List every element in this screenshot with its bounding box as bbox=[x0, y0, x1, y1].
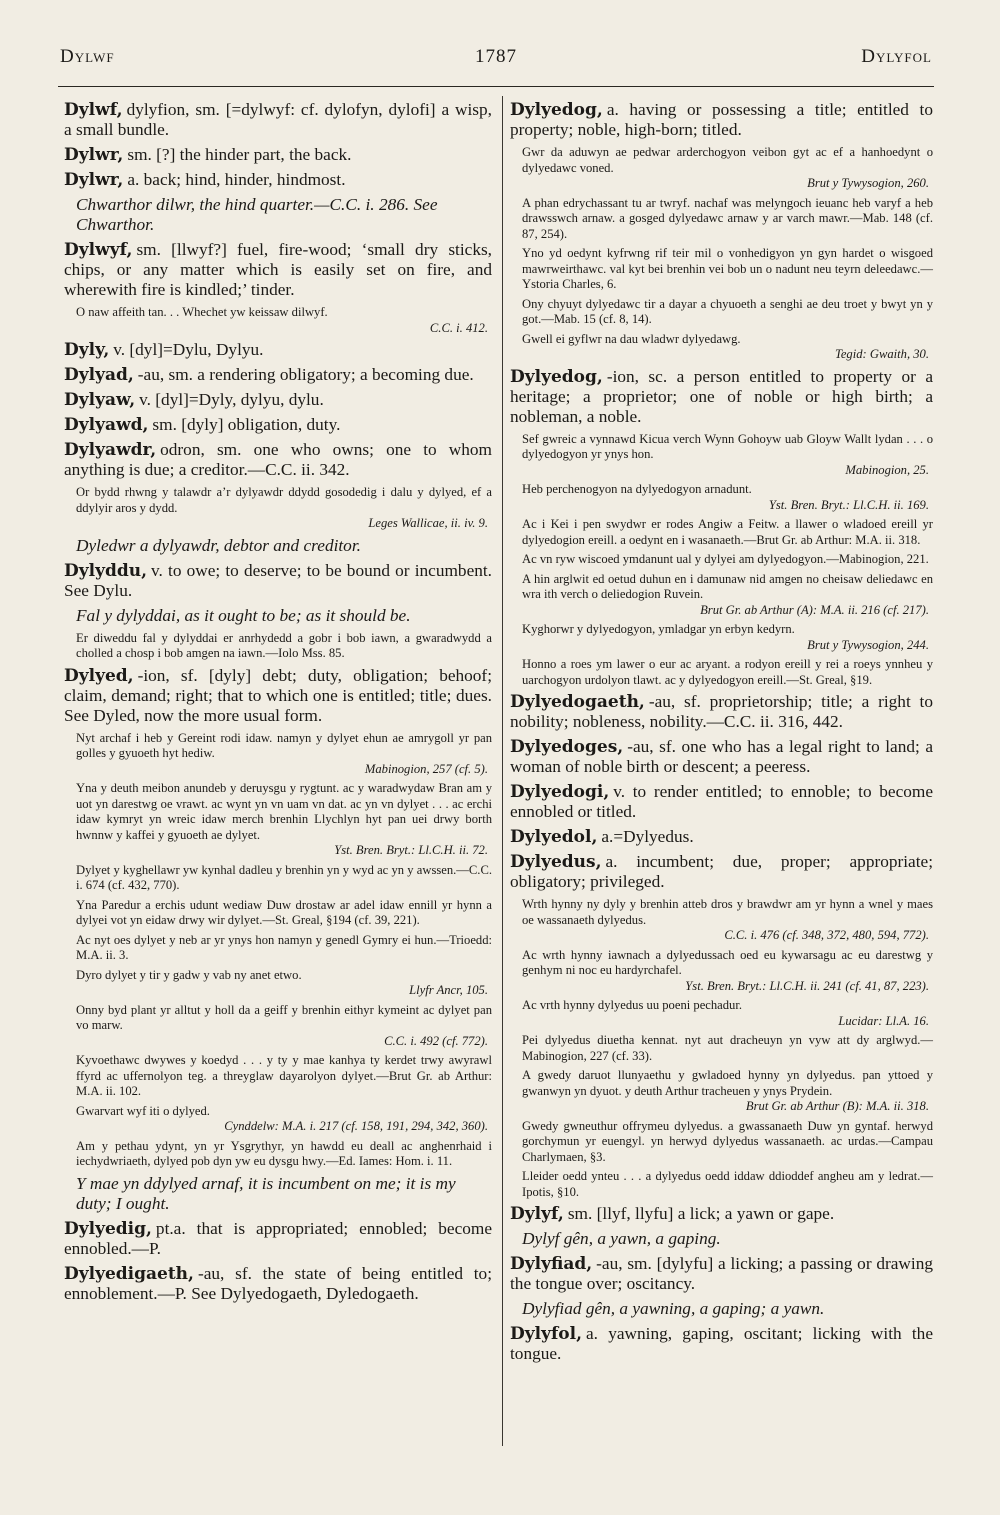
quote-text: Kyvoethawc dwywes y koedyd . . . y ty y mae kanhya ty kerdet trwy awyrawl ffyrd ac uffernolyon teg. a threyglaw dayarolyon dylyet.—Brut Gr. ab Arthur: M.A. ii. 102. bbox=[76, 1053, 492, 1098]
dictionary-entry bbox=[64, 170, 492, 190]
quote-text: A phan edrychassant tu ar twryf. nachaf was melyngoch ieuanc heb varyf a heb drawsswch arnaw. a gosged dylyedawc arnaw y ar varch mawr.—Mab. 148 (cf. 87, 254). bbox=[522, 195, 933, 241]
dictionary-entry bbox=[64, 440, 492, 480]
left-column bbox=[64, 100, 492, 1309]
definition: a. having or possessing a title; entitled to property; noble, high-born; titled. bbox=[510, 100, 933, 139]
quote-text: Lleider oedd ynteu . . . a dylyedus oedd iddaw ddioddef angheu am y ledrat.—Ipotis, §10. bbox=[522, 1169, 933, 1199]
headword: Dylyedog, bbox=[510, 100, 603, 120]
definition: a. incumbent; due, proper; appropriate; obligatory; privileged. bbox=[510, 852, 933, 891]
right-column bbox=[510, 100, 933, 1369]
quote-text: Or bydd rhwng y talawdr a’r dylyawdr ddydd gosodedig i dalu y dylyed, ef a ddylyir aros y dydd. bbox=[76, 485, 492, 515]
citation-quote bbox=[510, 1068, 933, 1115]
dictionary-entry bbox=[64, 415, 492, 435]
dictionary-entry bbox=[64, 340, 492, 360]
headword: Dylyedol, bbox=[510, 827, 598, 847]
headword: Dylyedigaeth, bbox=[64, 1263, 194, 1284]
dictionary-entry bbox=[510, 1324, 933, 1364]
citation-quote bbox=[510, 622, 933, 653]
dictionary-entry bbox=[510, 1204, 933, 1224]
definition: -ion, sf. [dyly] debt; duty, obligation; behoof; claim, demand; right; that to which one is entitled; title; dues. See Dyled, now the more usual form. bbox=[64, 665, 492, 725]
citation-quote bbox=[510, 246, 933, 293]
headword: Dylyddu, bbox=[64, 560, 148, 581]
header-right-guideword: Dylyfol bbox=[861, 46, 932, 67]
quote-source: Brut Gr. ab Arthur (B): M.A. ii. 318. bbox=[745, 1099, 929, 1113]
quote-source: Cynddelw: M.A. i. 217 (cf. 158, 191, 294, 342, 360). bbox=[224, 1119, 488, 1133]
headword: Dylyed, bbox=[64, 665, 134, 686]
phrase-line: Dylyfiad gên, a yawning, a gaping; a yawn. bbox=[522, 1299, 825, 1318]
quote-source: Brut Gr. ab Arthur (A): M.A. ii. 216 (cf. 217). bbox=[700, 602, 929, 617]
definition: pt.a. that is appropriated; ennobled; become ennobled.—P. bbox=[64, 1218, 492, 1258]
headword: Dylwf, bbox=[64, 100, 123, 120]
quote-text: Dylyet y kyghellawr yw kynhal dadleu y brenhin yn y wyd ac yn y awssen.—C.C. i. 674 (cf. 432, 770). bbox=[76, 862, 492, 892]
definition: -au, sm. [dylyfu] a licking; a passing or drawing the tongue over; oscitancy. bbox=[510, 1254, 933, 1293]
headword: Dylyedog, bbox=[510, 366, 603, 387]
quote-source: Brut y Tywysogion, 244. bbox=[807, 637, 929, 652]
citation-quote bbox=[510, 432, 933, 479]
quote-text: Am y pethau ydynt, yn yr Ysgrythyr, yn hawdd eu deall ac anghenrhaid i iechydwriaeth, dylyed pob dyn yw eu dysgu hwy.—Ed. Iames: Hom. i. 11. bbox=[76, 1138, 492, 1168]
quote-source: Yst. Bren. Bryt.: Ll.C.H. ii. 169. bbox=[768, 497, 929, 512]
headword: Dylyawdr, bbox=[64, 440, 157, 460]
definition: -au, sf. the state of being entitled to; ennoblement.—P. See Dylyedogaeth, Dyledogaeth. bbox=[64, 1263, 492, 1303]
citation-quote bbox=[510, 552, 933, 568]
citation-quote bbox=[510, 1119, 933, 1166]
quote-text: Gwarvart wyf iti o dylyed. bbox=[76, 1103, 210, 1118]
quote-text: Er diweddu fal y dylyddai er anrhydedd a gobr i bob iawn, a gwaradwydd a cholled a chosp i bob amgen na iawn.—Iolo Mss. 85. bbox=[76, 630, 492, 660]
quote-source: Yst. Bren. Bryt.: Ll.C.H. ii. 72. bbox=[334, 843, 488, 857]
dictionary-entry bbox=[64, 390, 492, 410]
citation-quote bbox=[64, 863, 492, 894]
quote-text: Yna Paredur a erchis udunt wediaw Duw drostaw ar adel idaw ennill yr hynn a dylyei vot yn eidaw drwy wir dylyet.—St. Greal, §194 (cf. 39, 221). bbox=[76, 897, 492, 927]
quote-text: Ac nyt oes dylyet y neb ar yr ynys hon namyn y genedl Gymry ei hun.—Trioedd: M.A. ii. 3. bbox=[76, 932, 492, 962]
dictionary-entry bbox=[510, 1254, 933, 1294]
definition: v. to render entitled; to ennoble; to become ennobled or titled. bbox=[510, 782, 933, 821]
citation-quote bbox=[510, 482, 933, 513]
headword: Dylyfol, bbox=[510, 1324, 582, 1344]
definition: -au, sf. one who has a legal right to land; a woman of noble birth or descent; a peeress. bbox=[510, 737, 933, 776]
headword: Dylyfiad, bbox=[510, 1254, 593, 1274]
quote-text: Heb perchenogyon na dylyedogyon arnadunt. bbox=[522, 482, 752, 496]
quote-source: C.C. i. 476 (cf. 348, 372, 480, 594, 772). bbox=[724, 928, 929, 942]
citation-quote bbox=[64, 898, 492, 929]
headword: Dylyf, bbox=[510, 1204, 564, 1224]
citation-quote bbox=[510, 948, 933, 995]
definition: -au, sf. proprietorship; title; a right to nobility; nobleness, nobility.—C.C. ii. 316, 442. bbox=[510, 692, 933, 731]
citation-quote bbox=[510, 517, 933, 548]
dictionary-entry bbox=[64, 561, 492, 601]
quote-text: Ac wrth hynny iawnach a dylyedussach oed eu kywarsagu ac eu darestwg y genhym ni noc eu hardyrchafel. bbox=[522, 947, 933, 977]
phrase-line: Chwarthor dilwr, the hind quarter.—C.C. i. 286. See Chwarthor. bbox=[76, 195, 438, 234]
quote-text: Sef gwreic a vynnawd Kicua verch Wynn Gohoyw uab Gloyw Wallt lydan . . . o dylyedogyon yr ynys hon. bbox=[522, 431, 933, 461]
quote-text: Ac vrth hynny dylyedus uu poeni pechadur. bbox=[522, 998, 742, 1012]
quote-text: Yno yd oedynt kyfrwng rif teir mil o vonhedigyon yn gyn hardet o wisgoed mawrweirthawc. val kyt bei brenhin vei bob un o nadunt neu teyrn deleedawc.—Ystoria Charles, 6. bbox=[522, 246, 933, 291]
citation-quote bbox=[510, 145, 933, 192]
definition: v. [dyl]=Dylu, Dylyu. bbox=[113, 340, 264, 359]
quote-text: Gwedy gwneuthur offrymeu dylyedus. a gwassanaeth Duw yn gyntaf. herwyd gorchymun yr euengyl. yn herwyd dylyedus wassanaeth. ac urdas.—Campau Charlymaen, §3. bbox=[522, 1118, 933, 1164]
citation-quote bbox=[510, 1033, 933, 1064]
dictionary-entry bbox=[510, 852, 933, 892]
definition: sm. [llwyf?] fuel, fire-wood; ‘small dry sticks, chips, or any matter which is easily set on fire, and wherewith fire is kindled;’ tinder. bbox=[64, 240, 492, 299]
citation-quote bbox=[510, 1169, 933, 1200]
citation-quote bbox=[510, 196, 933, 243]
definition: a. back; hind, hinder, hindmost. bbox=[127, 170, 346, 189]
quote-text: A gwedy daruot llunyaethu y gwladoed hynny yn dylyedus. pan yttoed y gwanwyn yn dyuot. y deuth Arthur tracheuen y ynys Prydein. bbox=[522, 1068, 933, 1098]
header-left-guideword: Dylwf bbox=[60, 46, 115, 67]
running-header bbox=[60, 46, 932, 76]
definition: sm. [llyf, llyfu] a lick; a yawn or gape. bbox=[567, 1204, 835, 1223]
headword: Dylyedogaeth, bbox=[510, 692, 645, 712]
headword: Dyly, bbox=[64, 340, 110, 360]
definition: -ion, sc. a person entitled to property or a heritage; a proprietor; one of noble or high birth; a nobleman, a noble. bbox=[510, 366, 933, 426]
quote-source: Brut y Tywysogion, 260. bbox=[807, 176, 929, 190]
dictionary-entry bbox=[510, 692, 933, 732]
citation-quote bbox=[510, 897, 933, 944]
quote-source: C.C. i. 412. bbox=[429, 320, 488, 335]
phrase-line: Y mae yn ddylyed arnaf, it is incumbent on me; it is my duty; I ought. bbox=[76, 1173, 456, 1213]
quote-text: Honno a roes ym lawer o eur ac aryant. a rodyon ereill y rei a roeys ynnheu y uarchogyon urdolyon tlawt. ac y dylyedogyon ereill.—St. Greal, §19. bbox=[522, 657, 933, 687]
citation-quote bbox=[64, 968, 492, 999]
quote-text: Gwr da aduwyn ae pedwar arderchogyon veibon gyt ac ef a hanhoedynt o dylyedawc voned. bbox=[522, 145, 933, 175]
headword: Dylyedus, bbox=[510, 852, 602, 872]
headword: Dylwr, bbox=[64, 170, 124, 190]
citation-quote bbox=[510, 297, 933, 328]
definition: v. [dyl]=Dyly, dylyu, dylu. bbox=[139, 390, 324, 409]
dictionary-entry bbox=[64, 666, 492, 726]
header-rule bbox=[58, 86, 934, 87]
citation-quote bbox=[510, 332, 933, 363]
citation-quote bbox=[510, 657, 933, 688]
headword: Dylyedogi, bbox=[510, 782, 610, 802]
column-divider bbox=[502, 96, 503, 1446]
dictionary-entry bbox=[510, 100, 933, 140]
dictionary-entry bbox=[64, 1219, 492, 1259]
dictionary-entry bbox=[510, 782, 933, 822]
phrase-line: Dylyf gên, a yawn, a gaping. bbox=[522, 1229, 721, 1248]
dictionary-entry bbox=[64, 365, 492, 385]
headword: Dylyedoges, bbox=[510, 737, 624, 757]
quote-text: Kyghorwr y dylyedogyon, ymladgar yn erbyn kedyrn. bbox=[522, 622, 795, 636]
quote-text: Ony chyuyt dylyedawc tir a dayar a chyuoeth a senghi ae deu troet y bwyt yn y got.—Mab. 15 (cf. 8, 14). bbox=[522, 296, 933, 326]
citation-quote bbox=[64, 1104, 492, 1135]
dictionary-entry bbox=[64, 145, 492, 165]
citation-quote bbox=[64, 781, 492, 859]
quote-source: Leges Wallicae, ii. iv. 9. bbox=[368, 516, 488, 530]
quote-text: A hin arglwit ed oetud duhun en i damunaw nid amgen no cheisaw deliedawc en wra ith verch o deliedogion Ruvein. bbox=[522, 571, 933, 601]
definition: -au, sm. a rendering obligatory; a becoming due. bbox=[137, 365, 474, 384]
quote-text: O naw affeith tan. . . Whechet yw keissaw dilwyf. bbox=[76, 305, 328, 319]
definition: dylyfion, sm. [=dylwyf: cf. dylofyn, dylofi] a wisp, a small bundle. bbox=[64, 100, 492, 139]
quote-text: Ac i Kei i pen swydwr er rodes Angiw a Feitw. a llawer o wladoed ereill yr dylyedogion ereill. a oedynt en i wasanaeth.—Brut Gr. ab Arthur: M.A. ii. 318. bbox=[522, 517, 933, 547]
quote-text: Onny byd plant yr alltut y holl da a geiff y brenhin eithyr kymeint ac dylyet pan vo marw. bbox=[76, 1002, 492, 1032]
definition: sm. [dyly] obligation, duty. bbox=[152, 415, 341, 434]
definition: a.=Dylyedus. bbox=[601, 827, 694, 846]
dictionary-entry bbox=[510, 827, 933, 847]
quote-text: Nyt archaf i heb y Gereint rodi idaw. namyn y dylyet ehun ae amrygoll yr pan golles y gyuoeth hyt hediw. bbox=[76, 730, 492, 760]
dictionary-entry bbox=[510, 367, 933, 427]
quote-source: Llyfr Ancr, 105. bbox=[409, 983, 488, 997]
definition: sm. [?] the hinder part, the back. bbox=[127, 145, 352, 164]
definition: v. to owe; to deserve; to be bound or incumbent. See Dylu. bbox=[64, 560, 492, 600]
headword: Dylyaw, bbox=[64, 390, 136, 410]
dictionary-entry bbox=[510, 737, 933, 777]
definition: a. yawning, gaping, oscitant; licking with the tongue. bbox=[510, 1324, 933, 1363]
citation-quote bbox=[510, 572, 933, 619]
quote-source: Mabinogion, 257 (cf. 5). bbox=[364, 761, 488, 776]
citation-quote bbox=[64, 631, 492, 662]
quote-source: Tegid: Gwaith, 30. bbox=[835, 347, 929, 361]
citation-quote bbox=[64, 1053, 492, 1100]
quote-text: Ac vn ryw wiscoed ymdanunt ual y dylyei am dylyedogyon.—Mabinogion, 221. bbox=[522, 552, 929, 566]
phrase-line: Fal y dylyddai, as it ought to be; as it should be. bbox=[76, 605, 411, 625]
quote-text: Dyro dylyet y tir y gadw y vab ny anet etwo. bbox=[76, 967, 302, 982]
quote-source: Yst. Bren. Bryt.: Ll.C.H. ii. 241 (cf. 41, 87, 223). bbox=[685, 978, 929, 993]
headword: Dylwr, bbox=[64, 145, 124, 165]
quote-text: Pei dylyedus diuetha kennat. nyt aut dracheuyn yn vyw att dy arglwyd.—Mabinogion, 227 (cf. 33). bbox=[522, 1033, 933, 1063]
citation-quote bbox=[64, 485, 492, 532]
quote-source: C.C. i. 492 (cf. 772). bbox=[384, 1033, 488, 1048]
dictionary-entry bbox=[64, 240, 492, 300]
headword: Dylyedig, bbox=[64, 1218, 152, 1239]
quote-text: Yna y deuth meibon anundeb y deruysgu y rygtunt. ac y waradwydaw Bran am y uot yn darestwg oe vrawt. ac wynt yn vn uam vn dat. ac yn vn dylyet . . . ac erchi idaw kymryt yn wreic idaw merch brenhin Llychlyn hyt pan uei drwy borth hwnnw y kaffei y gyuoeth ae dylyet. bbox=[76, 781, 492, 842]
quote-text: Gwell ei gyflwr na dau wladwr dylyedawg. bbox=[522, 331, 741, 346]
headword: Dylyawd, bbox=[64, 415, 149, 435]
quote-text: Wrth hynny ny dyly y brenhin atteb dros y brawdwr am yr hynn a wnel y maes oe wassanaeth dylyedus. bbox=[522, 897, 933, 927]
dictionary-entry bbox=[64, 1264, 492, 1304]
citation-quote bbox=[64, 1003, 492, 1050]
quote-source: Mabinogion, 25. bbox=[845, 462, 929, 477]
dictionary-entry bbox=[64, 100, 492, 140]
citation-quote bbox=[64, 731, 492, 778]
definition: odron, sm. one who owns; one to whom anything is due; a creditor.—C.C. ii. 342. bbox=[64, 440, 492, 479]
page-number: 1787 bbox=[475, 46, 517, 67]
citation-quote bbox=[510, 998, 933, 1029]
citation-quote bbox=[64, 305, 492, 336]
quote-source: Lucidar: Ll.A. 16. bbox=[838, 1013, 929, 1028]
citation-quote bbox=[64, 1139, 492, 1170]
phrase-line: Dyledwr a dylyawdr, debtor and creditor. bbox=[76, 535, 361, 555]
headword: Dylwyf, bbox=[64, 240, 133, 260]
headword: Dylyad, bbox=[64, 365, 134, 385]
citation-quote bbox=[64, 933, 492, 964]
